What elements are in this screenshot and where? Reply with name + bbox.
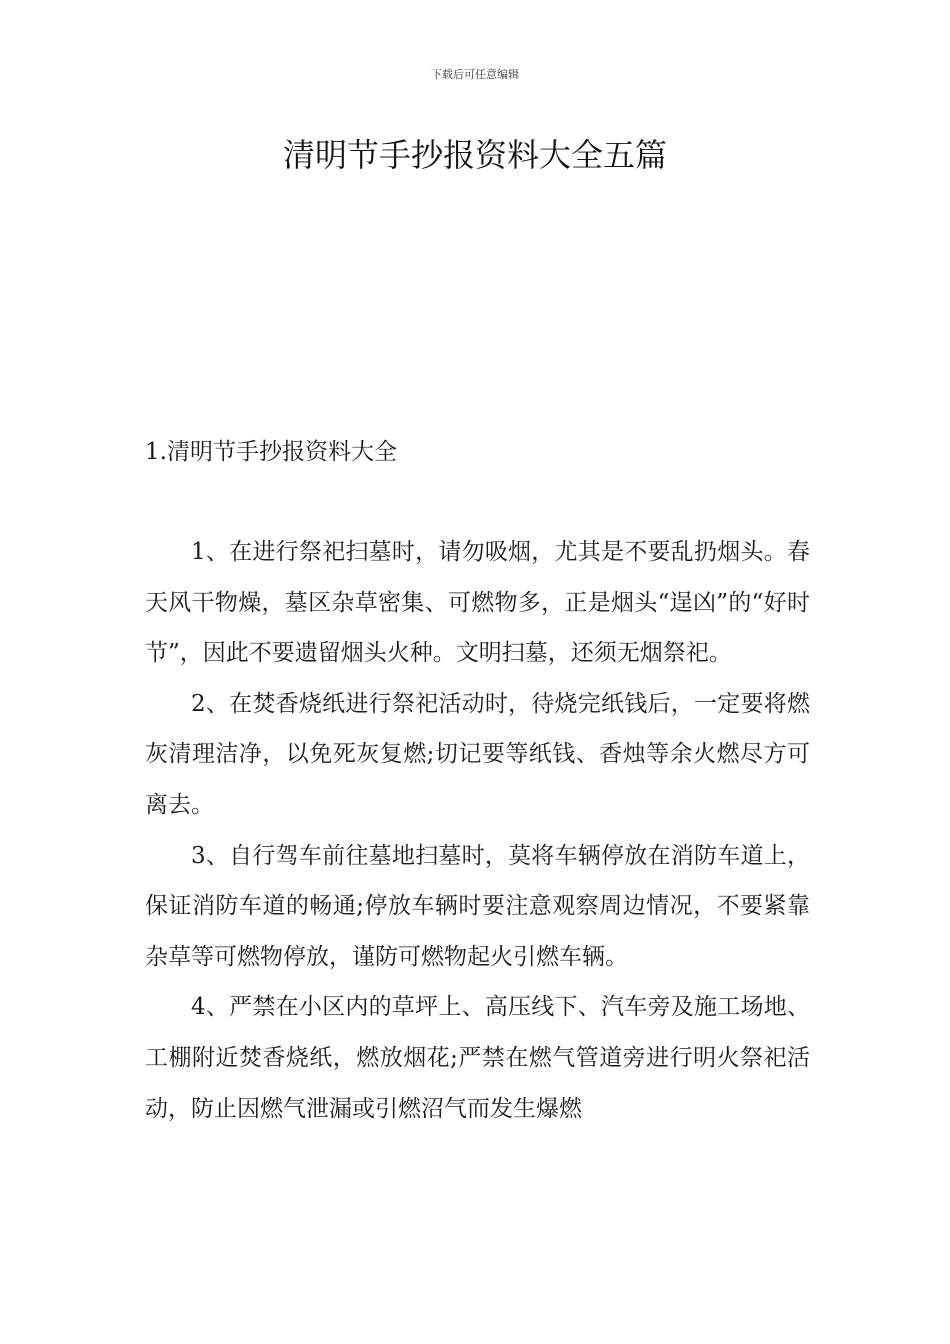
- paragraph-1: 1、在进行祭祀扫墓时，请勿吸烟，尤其是不要乱扔烟头。春天风干物燥，墓区杂草密集、可燃物多，正是烟头“逞凶”的“好时节”，因此不要遗留烟头火种。文明扫墓，还须无烟祭祀。: [145, 539, 810, 667]
- paragraph-3: 3、自行驾车前往墓地扫墓时，莫将车辆停放在消防车道上，保证消防车道的畅通;停放车辆时要注意观察周边情况，不要紧靠杂草等可燃物停放，谨防可燃物起火引燃车辆。: [145, 842, 810, 970]
- paragraph-2: 2、在焚香烧纸进行祭祀活动时，待烧完纸钱后，一定要将燃灰清理洁净，以免死灰复燃;切记要等纸钱、香烛等余火燃尽方可离去。: [145, 690, 810, 818]
- paragraph-4: 4、严禁在小区内的草坪上、高压线下、汽车旁及施工场地、工棚附近焚香烧纸，燃放烟花;严禁在燃气管道旁进行明火祭祀活动，防止因燃气泄漏或引燃沼气而发生爆燃: [145, 994, 810, 1122]
- header-note: 下载后可任意编辑: [431, 68, 519, 81]
- document-title: 清明节手抄报资料大全五篇: [282, 136, 667, 174]
- section-heading: 1.清明节手抄报资料大全: [145, 439, 397, 465]
- body-text: [145, 527, 810, 1134]
